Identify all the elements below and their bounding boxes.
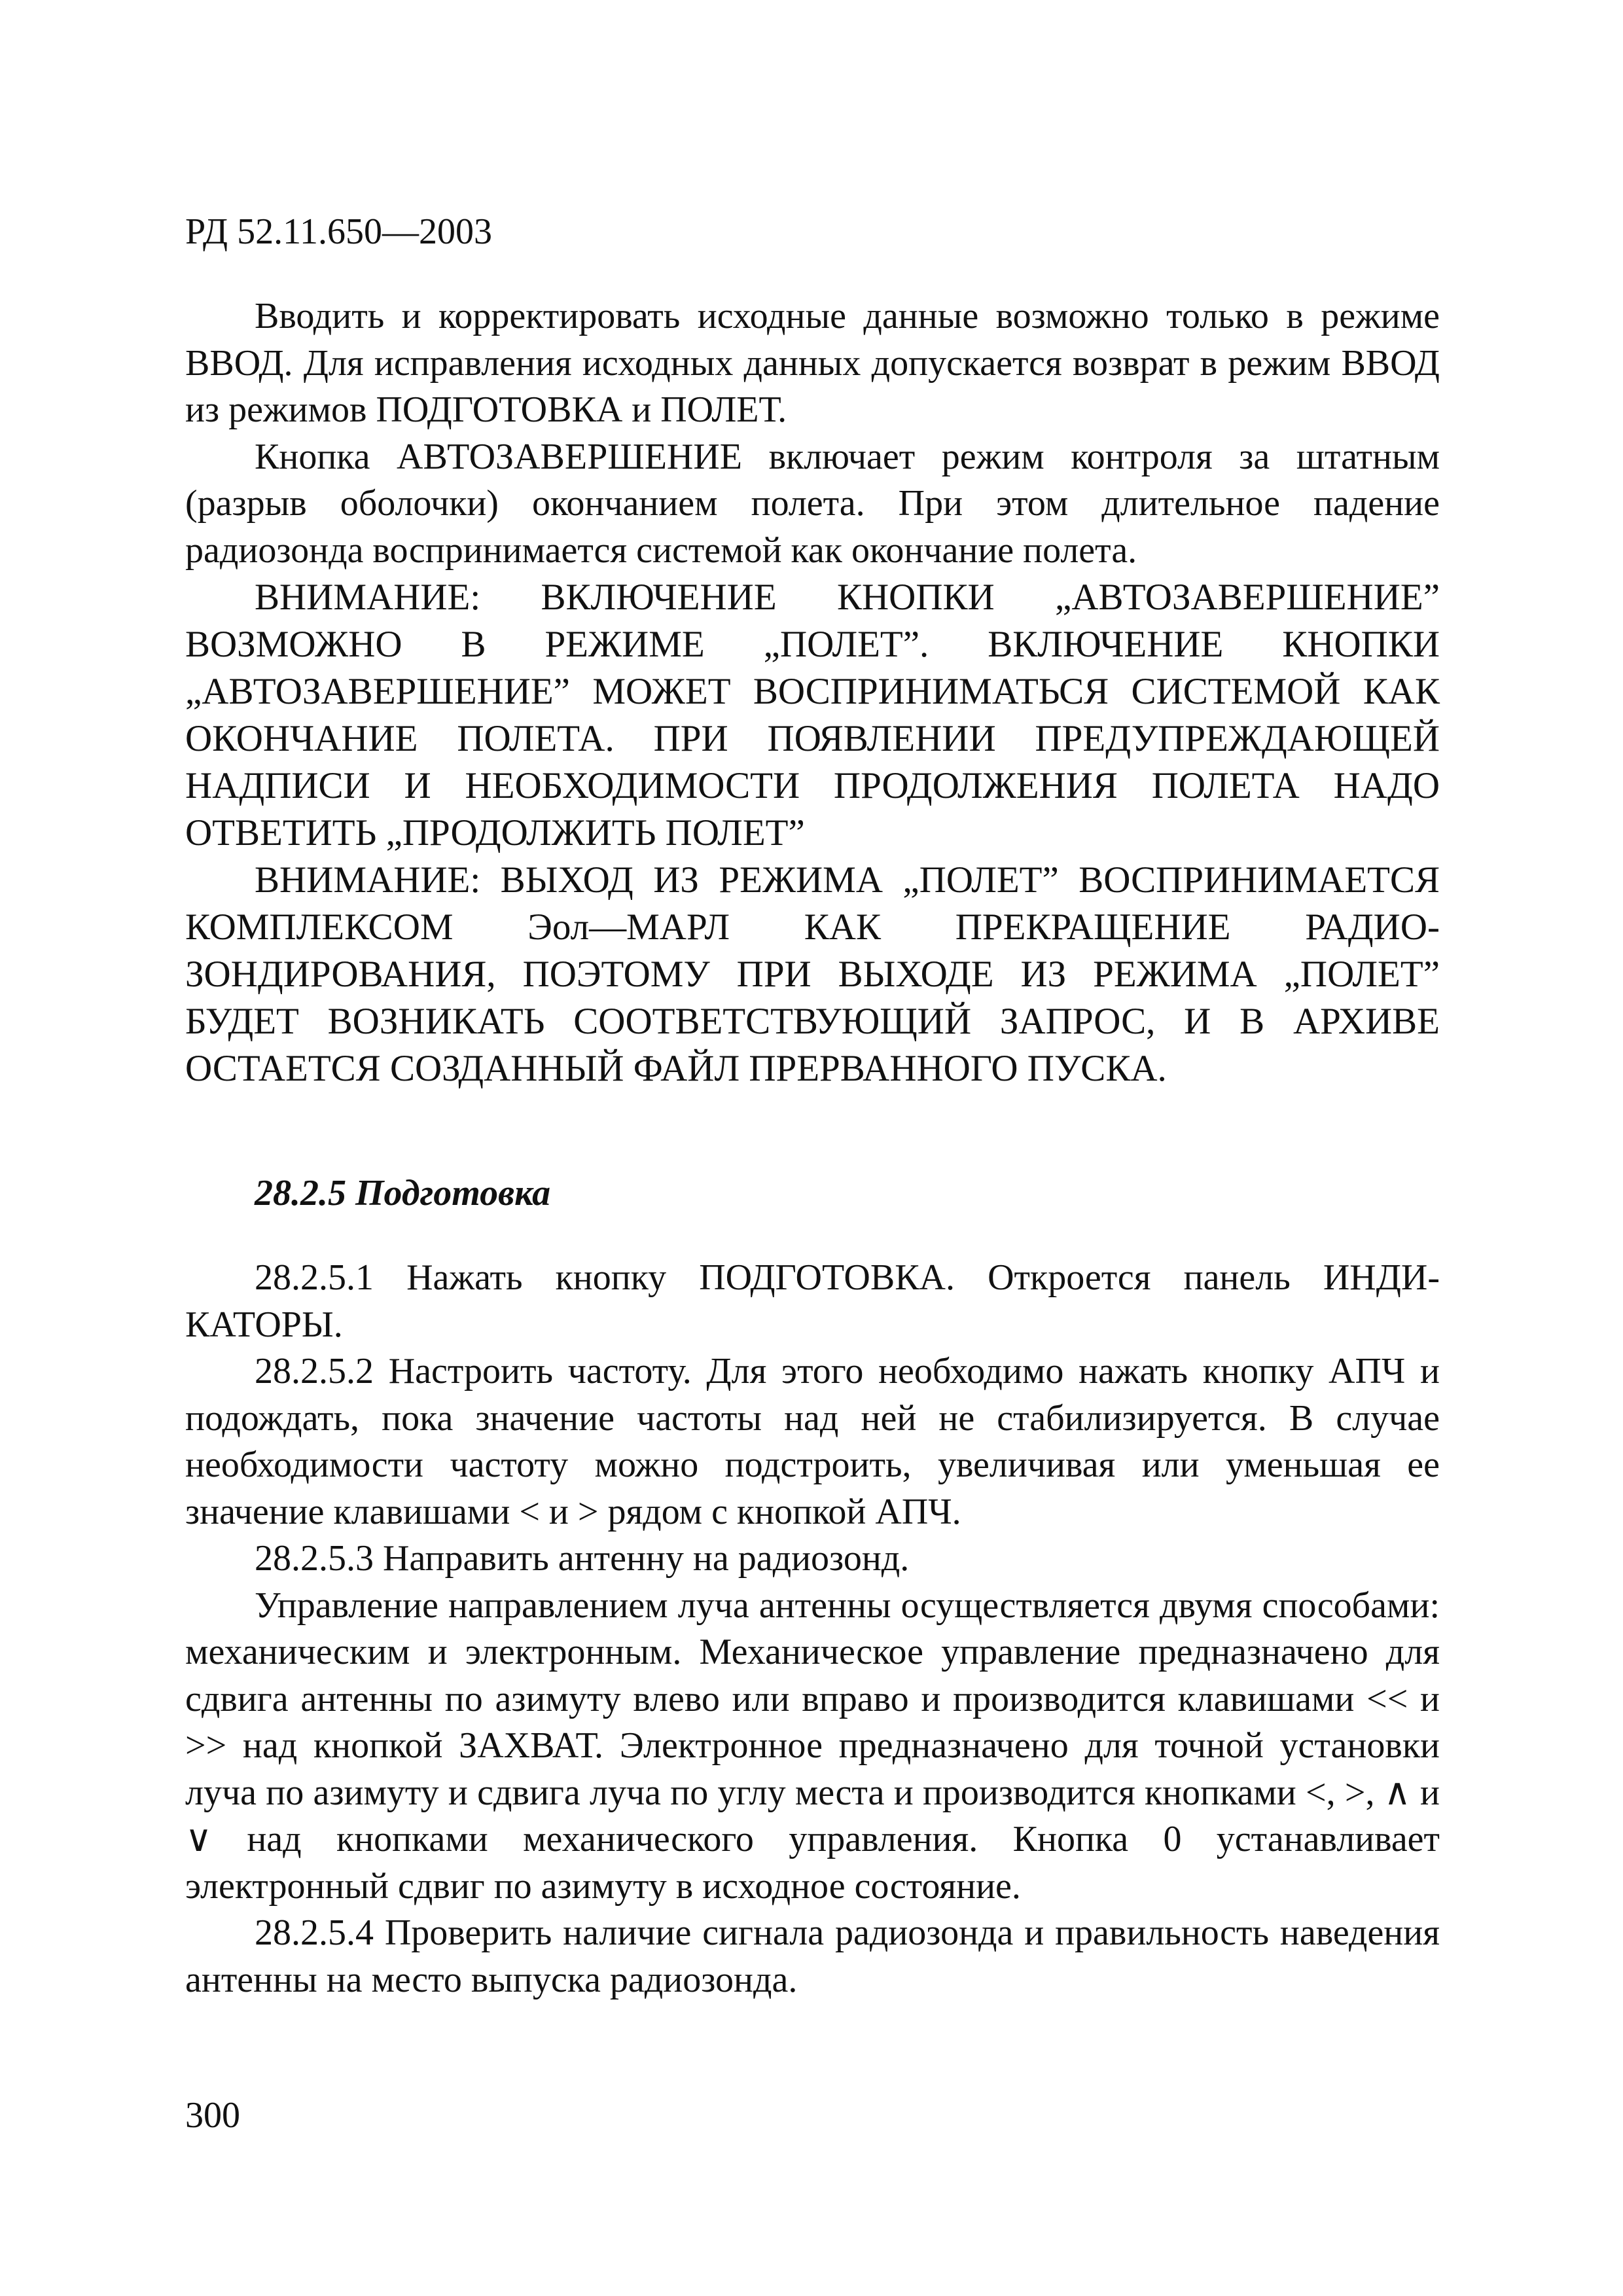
warning-exit-flight-mode: ВНИМАНИЕ: ВЫХОД ИЗ РЕЖИМА „ПОЛЕТ” ВОСПРИНИМАЕТСЯ КОМПЛЕКСОМ Эол—МАРЛ КАК ПРЕКРАЩЕНИЕ РАДИОЗОНДИРОВАНИЯ, ПОЭТОМУ ПРИ ВЫХОДЕ ИЗ РЕЖИМА „ПОЛЕТ” БУДЕТ ВОЗНИКАТЬ СООТВЕТСТВУЮЩИЙ ЗАПРОС, И В АРХИВЕ ОСТАЕТСЯ СОЗДАННЫЙ ФАЙЛ ПРЕРВАННОГО ПУСКА. (185, 859, 1440, 1089)
page-body (185, 293, 1440, 2003)
step-28-2-5-1: 28.2.5.1 Нажать кнопку ПОДГОТОВКА. Откроется панель ИНДИКАТОРЫ. (185, 1257, 1440, 1345)
paragraph-autocompletion-button: Кнопка АВТОЗАВЕРШЕНИЕ включает режим контроля за штатным (разрыв оболочки) окончанием полета. При этом длительное падение радиозонда воспринимается системой как окончание полета. (185, 436, 1440, 571)
document-code: РД 52.11.650—2003 (185, 211, 493, 252)
page-number: 300 (185, 2095, 240, 2136)
step-28-2-5-2: 28.2.5.2 Настроить частоту. Для этого необходимо нажать кнопку АПЧ и подождать, пока значение частоты над ней не стабилизируется. В случае необходимости частоту можно подстроить, увеличивая или уменьшая ее значение клавишами < и > рядом с кнопкой АПЧ. (185, 1351, 1440, 1532)
paragraph-antenna-control: Управление направлением луча антенны осуществляется двумя способами: механическим и электронным. Механическое управление предназначено для сдвига антенны по азимуту влево или вправо и производится клавишами << и >> над кнопкой ЗАХВАТ. Электронное предназначено для точной установки луча по азимуту и сдвига луча по углу места и производится кнопками <, >, ∧ и ∨ над кнопками механического управления. Кнопка 0 устанавливает электронный сдвиг по азимуту в исходное состояние. (185, 1585, 1440, 1907)
step-28-2-5-4: 28.2.5.4 Проверить наличие сигнала радиозонда и правильность наведения антенны на место выпуска радиозонда. (185, 1912, 1440, 2000)
step-28-2-5-3: 28.2.5.3 Направить антенну на радиозонд. (255, 1538, 910, 1579)
warning-autocompletion: ВНИМАНИЕ: ВКЛЮЧЕНИЕ КНОПКИ „АВТОЗАВЕРШЕНИЕ” ВОЗМОЖНО В РЕЖИМЕ „ПОЛЕТ”. ВКЛЮЧЕНИЕ КНОПКИ „АВТОЗАВЕРШЕНИЕ” МОЖЕТ ВОСПРИНИМАТЬСЯ СИСТЕМОЙ КАК ОКОНЧАНИЕ ПОЛЕТА. ПРИ ПОЯВЛЕНИИ ПРЕДУПРЕЖДАЮЩЕЙ НАДПИСИ И НЕОБХОДИМОСТИ ПРОДОЛЖЕНИЯ ПОЛЕТА НАДО ОТВЕТИТЬ „ПРОДОЛЖИТЬ ПОЛЕТ” (185, 577, 1440, 853)
section-heading-preparation: 28.2.5 Подготовка (255, 1173, 551, 1213)
paragraph-input-mode: Вводить и корректировать исходные данные возможно только в режиме ВВОД. Для исправления исходных данных допускается возврат в режим ВВОД из режимов ПОДГОТОВКА и ПОЛЕТ. (185, 296, 1440, 430)
